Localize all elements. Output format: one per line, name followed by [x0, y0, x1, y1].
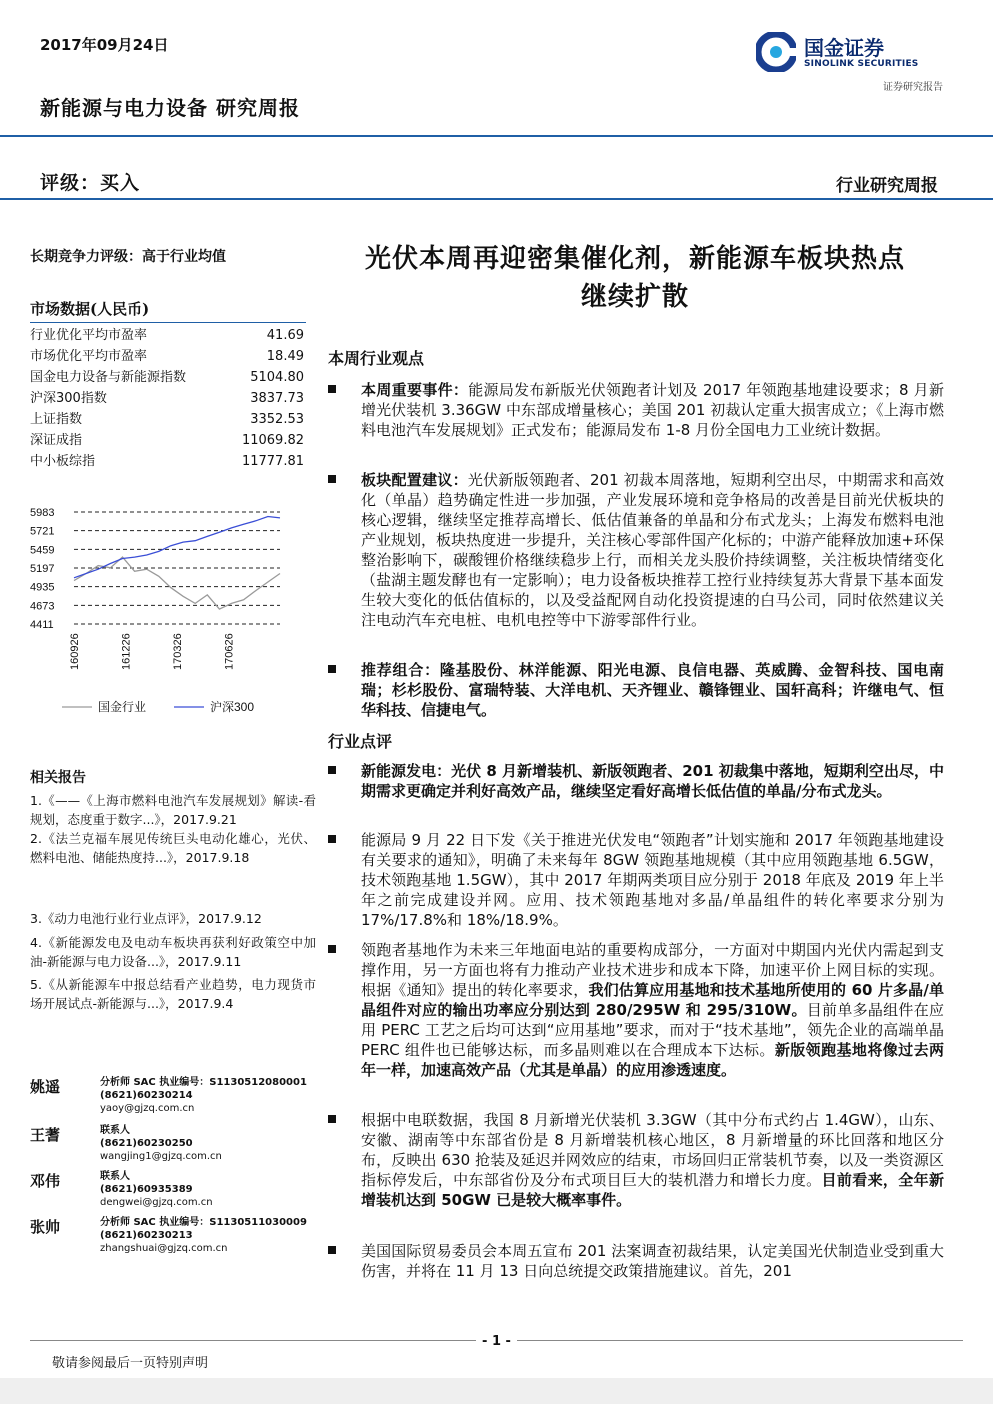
- bullet-installations: [328, 1110, 944, 1210]
- bullet-lead: 本周重要事件：: [361, 381, 469, 399]
- series-line-1: [74, 517, 280, 578]
- analyst-role: 分析师 SAC 执业编号：S1130512080001: [100, 1077, 307, 1088]
- bullet-text: 新能源发电：光伏 8 月新增装机、新版领跑者、201 初裁集中落地，短期利空出尽，中期需求更确定并利好高效产品，继续坚定看好高增长低估值的单晶/分布式龙头。: [361, 762, 944, 800]
- market-data-row: [30, 346, 306, 367]
- y-tick-label: 4673: [30, 600, 55, 613]
- long-term-rating: 长期竞争力评级：高于行业均值: [30, 249, 226, 265]
- market-data-label: 中小板综指: [30, 454, 96, 469]
- related-report-item[interactable]: 4.《新能源发电及电动车板块再获利好政策空中加油-新能源与电力设备...》，2017.9.11: [30, 935, 316, 969]
- report-title-line1: 光伏本周再迎密集催化剂，新能源车板块热点: [364, 244, 905, 274]
- header-divider-2: [0, 198, 993, 200]
- logo-text-en: SINOLINK SECURITIES: [804, 59, 919, 69]
- bullet-text: 能源局 9 月 22 日下发《关于推进光伏发电“领跑者”计划实施和 2017 年领跑基地建设有关要求的通知》，明确了未来每年 8GW 领跑基地规模（其中应用领跑基地 6.5GW，技术领跑基地 1.5GW），其中 2017 年期两类项目应分别于 2018 年底及 2019 年上半年之前完成建设并网。应用、技术领跑基地对多晶/单晶组件的转化率要求分别为 17%/17.8%和 18%/18.9%。: [361, 831, 944, 929]
- bullet-square-icon: [328, 945, 336, 953]
- y-tick-label: 5197: [30, 563, 55, 575]
- market-data-row: [30, 430, 306, 451]
- market-data-row: [30, 409, 306, 430]
- x-tick-label: 170626: [223, 633, 236, 670]
- market-data-row: [30, 388, 306, 409]
- page-number: [0, 1334, 993, 1349]
- bullet-key-events: [328, 380, 944, 440]
- header-divider: [0, 135, 993, 137]
- market-data-value: 41.69: [266, 328, 304, 343]
- analyst-email[interactable]: yaoy@gjzq.com.cn: [100, 1103, 195, 1114]
- bullet-text: 目前单多晶组件在应用 PERC 工艺之后均可达到“应用基地”要求，而对于“技术基地”，领先企业的高端单晶 PERC 组件也已能够达标，而多晶则难以在合理成本下达标。: [361, 1001, 944, 1059]
- bullet-new-energy: [328, 761, 944, 801]
- bullet-emphasis: 新版领跑基地将像过去两年一样，加速高效产品（尤其是单晶）的应用渗透速度。: [361, 1041, 944, 1079]
- y-tick-label: 5721: [30, 525, 55, 538]
- bullet-lead: 推荐组合：: [361, 661, 440, 679]
- analyst-name: 王蓍: [30, 1126, 61, 1144]
- bullet-emphasis: 我们估算应用基地和技术基地所使用的 60 片多晶/单晶组件对应的输出功率应分别达到 280/295W 和 295/310W。: [361, 981, 944, 1019]
- analyst-info: [100, 1124, 222, 1163]
- bullet-portfolio: [328, 660, 944, 720]
- analyst-email[interactable]: dengwei@gjzq.com.cn: [100, 1197, 213, 1208]
- report-title: [325, 240, 945, 316]
- market-data-label: 深证成指: [30, 433, 83, 448]
- market-data-row: [30, 451, 306, 472]
- y-tick-label: 4935: [30, 581, 55, 594]
- analyst-email[interactable]: wangjing1@gjzq.com.cn: [100, 1151, 222, 1162]
- analyst-name: 姚遥: [30, 1078, 61, 1096]
- report-type: 行业研究周报: [836, 176, 938, 196]
- bullet-text: 美国国际贸易委员会本周五宣布 201 法案调查初裁结果，认定美国光伏制造业受到重大伤害，并将在 11 月 13 日向总统提交政策措施建议。首先，201: [361, 1242, 944, 1280]
- legend-label: 沪深300: [210, 700, 255, 714]
- bullet-square-icon: [328, 475, 336, 483]
- bullet-text: 能源局发布新版光伏领跑者计划及 2017 年领跑基地建设要求；8 月新增光伏装机 3.36GW 中东部成增量核心；美国 201 初裁认定重大损害成立；《上海市燃料电池汽车发展规划》正式发布；能源局发布 1-8 月份全国电力工业统计数据。: [361, 381, 944, 439]
- market-data-table: [30, 325, 306, 472]
- section-title-weekly-view: 本周行业观点: [328, 349, 425, 368]
- market-data-row: [30, 325, 306, 346]
- related-report-item[interactable]: 3.《动力电池行业行业点评》，2017.9.12: [30, 911, 262, 926]
- market-data-value: 5104.80: [250, 370, 304, 385]
- related-report-item[interactable]: 5.《从新能源车中报总结看产业趋势，电力现货市场开展试点-新能源与...》，2017.9.4: [30, 977, 316, 1011]
- report-tag: 证券研究报告: [883, 82, 943, 93]
- related-report-item[interactable]: 1.《——《上海市燃料电池汽车发展规划》解读-看规划，态度重于数字...》，2017.9.21: [30, 793, 316, 827]
- analyst-info: [100, 1170, 213, 1209]
- bullet-lead: 板块配置建议：: [361, 471, 468, 489]
- index-line-chart: [28, 496, 308, 726]
- y-tick-label: 5983: [30, 507, 55, 519]
- market-data-label: 上证指数: [30, 412, 83, 427]
- market-data-row: [30, 367, 306, 388]
- bullet-allocation: [328, 470, 944, 630]
- bullet-text: 光伏新版领跑者、201 初裁本周落地，短期利空出尽，中期需求和高效化（单晶）趋势确定性进一步加强，产业发展环境和竞争格局的改善是目前光伏板块的核心逻辑，继续坚定推荐高增长、低估值兼备的单晶和分布式龙头；上海发布燃料电池产业规划，板块热度进一步提升，关注核心零部件国产化标的；中游产能释放加速+环保整治影响下，碳酸锂价格继续稳步上行，而相关龙头股价持续调整，关注板块情绪变化（盐湖主题发酵也有一定影响）；电力设备板块推荐工控行业持续复苏大背景下基本面发生较大变化的低估值标的，以及受益配网自动化投资提速的白马公司，同时依然建议关注电动汽车充电桩、电机电控等中下游零部件行业。: [361, 471, 944, 629]
- bullet-square-icon: [328, 1246, 336, 1254]
- bullet-leader-plan: [328, 830, 944, 930]
- analyst-info: [100, 1076, 307, 1115]
- bullet-text: 根据中电联数据，我国 8 月新增光伏装机 3.3GW（其中分布式约占 1.4GW），山东、安徽、湖南等中东部省份是 8 月新增装机核心地区，8 月新增量的环比回落和地区分布，反映出 630 抢装及延迟并网效应的结束，市场回归正常装机节奏，以及一类资源区指标停发后，中东部省份及分布式项目巨大的装机潜力和增长力度。: [361, 1111, 944, 1189]
- analyst-role: 联系人: [100, 1125, 130, 1136]
- y-tick-label: 5459: [30, 544, 55, 557]
- analyst-email[interactable]: zhangshuai@gjzq.com.cn: [100, 1243, 228, 1254]
- bullet-square-icon: [328, 835, 336, 843]
- analyst-name: 邓伟: [30, 1172, 61, 1190]
- rating: 评级：买入: [40, 172, 141, 194]
- bullet-square-icon: [328, 766, 336, 774]
- footer-band: [0, 1378, 993, 1404]
- bullet-emphasis: 目前看来，全年新增装机达到 50GW 已是较大概率事件。: [361, 1171, 944, 1209]
- market-data-label: 行业优化平均市盈率: [30, 328, 148, 343]
- x-tick-label: 161226: [120, 633, 133, 670]
- report-date: 2017年09月24日: [40, 36, 169, 54]
- report-series: 新能源与电力设备 研究周报: [40, 96, 300, 120]
- related-report-item[interactable]: 2.《法兰克福车展见传统巨头电动化雄心，光伏、燃料电池、储能热度持...》，2017.9.18: [30, 831, 316, 865]
- section-title-industry-review: 行业点评: [328, 732, 393, 751]
- logo-text-cn: 国金证券: [804, 36, 884, 60]
- market-data-label: 国金电力设备与新能源指数: [30, 370, 187, 385]
- bullet-text: 隆基股份、林洋能源、阳光电源、良信电器、英威腾、金智科技、国电南瑞；杉杉股份、富瑞特装、大洋电机、天齐锂业、赣锋锂业、国轩高科；许继电气、恒华科技、信捷电气。: [361, 661, 944, 719]
- bullet-square-icon: [328, 385, 336, 393]
- market-data-value: 3352.53: [250, 412, 304, 427]
- market-data-label: 沪深300指数: [30, 391, 107, 406]
- analyst-phone: (8621)60230213: [100, 1230, 193, 1241]
- page-number-text: - 1 -: [476, 1334, 517, 1349]
- market-data-title: 市场数据(人民币): [30, 298, 306, 323]
- analyst-phone: (8621)60230214: [100, 1090, 193, 1101]
- analyst-name: 张帅: [30, 1218, 61, 1236]
- sidebar: [30, 246, 306, 472]
- market-data-value: 11777.81: [241, 454, 304, 469]
- bullet-square-icon: [328, 1115, 336, 1123]
- analyst-phone: (8621)60935389: [100, 1184, 193, 1195]
- market-data-value: 11069.82: [241, 433, 304, 448]
- disclaimer-note: 敬请参阅最后一页特别声明: [52, 1356, 209, 1371]
- market-data-value: 18.49: [266, 349, 304, 364]
- logo-mark-icon: [756, 32, 796, 72]
- bullet-leader-base: [328, 940, 944, 1080]
- analyst-phone: (8621)60230250: [100, 1138, 193, 1149]
- x-tick-label: 170326: [172, 633, 184, 670]
- y-tick-label: 4411: [30, 619, 54, 631]
- legend-label: 国金行业: [98, 700, 147, 714]
- market-data-value: 3837.73: [250, 391, 304, 406]
- analyst-info: [100, 1216, 307, 1255]
- bullet-text: 领跑者基地作为未来三年地面电站的重要构成部分，一方面对中期国内光伏内需起到支撑作用，另一方面也将有力推动产业技术进步和成本下降，加速平价上网目标的实现。根据《通知》提出的转化率要求，: [361, 941, 944, 999]
- market-data-label: 市场优化平均市盈率: [30, 349, 148, 364]
- bullet-section-201: [328, 1241, 944, 1281]
- sinolink-logo: [756, 32, 946, 72]
- x-tick-label: 160926: [69, 633, 81, 670]
- analyst-role: 联系人: [100, 1171, 130, 1182]
- bullet-square-icon: [328, 665, 336, 673]
- index-chart: [28, 496, 308, 726]
- report-title-line2: 继续扩散: [580, 282, 689, 312]
- related-reports-title: 相关报告: [30, 770, 86, 786]
- analyst-role: 分析师 SAC 执业编号：S1130511030009: [100, 1217, 307, 1228]
- series-line-0: [74, 557, 280, 609]
